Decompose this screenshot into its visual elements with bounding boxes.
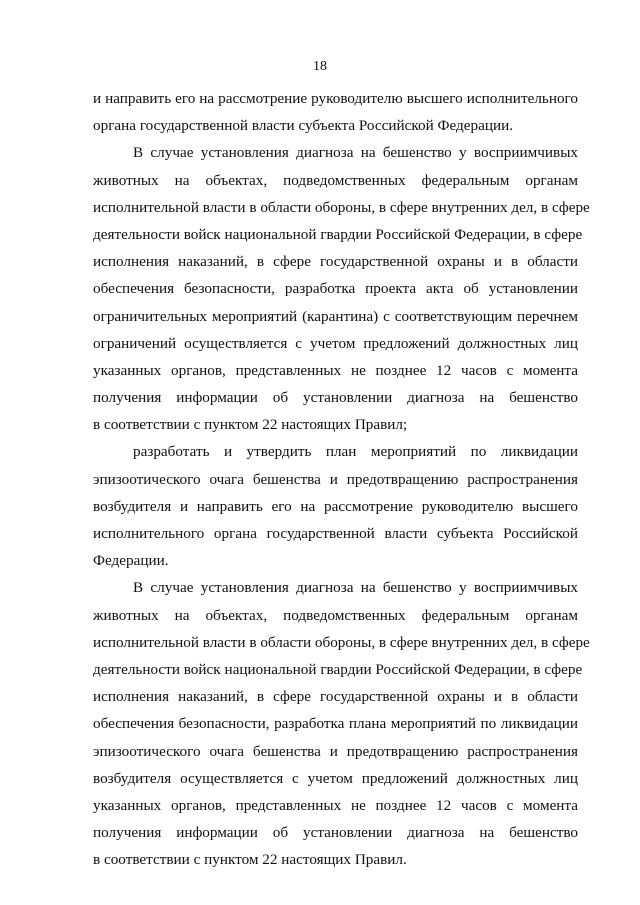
text-line: исполнительного органа государственной власти субъекта Российской — [93, 525, 578, 542]
text-line: ограничительных мероприятий (карантина) с соответствующим перечнем — [93, 307, 578, 325]
text-line: В случае установления диагноза на бешенство у восприимчивых — [133, 579, 578, 597]
text-line: получения информации об установлении диагноза на бешенство — [93, 824, 578, 842]
text-line: обеспечения безопасности, разработка плана мероприятий по ликвидации — [93, 715, 578, 733]
text-line: эпизоотического очага бешенства и предотвращению распространения — [93, 742, 578, 760]
text-line: ограничений осуществляется с учетом предложений должностных лиц — [93, 334, 578, 352]
text-line: указанных органов, представленных не позднее 12 часов с момента — [93, 796, 578, 814]
text-line: получения информации об установлении диагноза на бешенство — [93, 389, 578, 407]
text-line: животных на объектах, подведомственных федеральным органам — [93, 606, 578, 624]
document-body — [93, 85, 590, 873]
text-line: исполнительной власти в области обороны, в сфере внутренних дел, в сфере — [93, 198, 590, 216]
text-line: исполнения наказаний, в сфере государственной охраны и в области — [93, 253, 578, 271]
text-line: в соответствии с пунктом 22 настоящих Правил. — [93, 851, 407, 869]
text-line: исполнения наказаний, в сфере государственной охраны и в области — [93, 688, 578, 706]
text-line: в соответствии с пунктом 22 настоящих Правил; — [93, 416, 408, 434]
text-line: обеспечения безопасности, разработка проекта акта об установлении — [93, 280, 578, 298]
text-line: эпизоотического очага бешенства и предотвращению распространения — [93, 470, 578, 488]
text-line: В случае установления диагноза на бешенство у восприимчивых — [133, 144, 578, 162]
text-line: указанных органов, представленных не позднее 12 часов с момента — [93, 361, 578, 379]
text-line: животных на объектах, подведомственных федеральным органам — [93, 171, 578, 189]
text-line: Федерации. — [93, 552, 169, 570]
text-line: исполнительной власти в области обороны, в сфере внутренних дел, в сфере — [93, 633, 590, 651]
text-line: органа государственной власти субъекта Российской Федерации. — [93, 117, 514, 135]
text-line: возбудителя осуществляется с учетом предложений должностных лиц — [93, 769, 578, 787]
text-line: и направить его на рассмотрение руководителю высшего исполнительного — [93, 90, 578, 107]
text-line: возбудителя и направить его на рассмотрение руководителю высшего — [93, 497, 578, 515]
text-line: деятельности войск национальной гвардии Российской Федерации, в сфере — [93, 660, 583, 678]
text-line: деятельности войск национальной гвардии Российской Федерации, в сфере — [93, 225, 583, 243]
page-number: 18 — [313, 59, 327, 74]
text-line: разработать и утвердить план мероприятий по ликвидации — [133, 443, 578, 461]
